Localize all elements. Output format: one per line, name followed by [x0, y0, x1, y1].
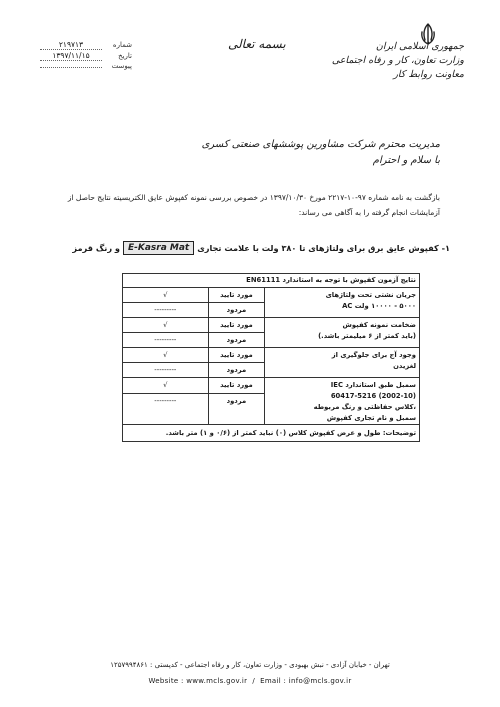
- approved-label: مورد تایید: [208, 378, 264, 394]
- param-line: وجود آج برای جلوگیری از: [331, 351, 416, 359]
- website-link[interactable]: www.mcls.gov.ir: [186, 677, 248, 685]
- item-heading-color: و رنگ قرمز: [72, 243, 120, 253]
- addressee: [140, 137, 440, 169]
- table-row: [123, 348, 420, 363]
- param-line: ۵۰۰۰ - ۱۰۰۰۰ ولت AC: [342, 302, 416, 310]
- rejected-label: مردود: [208, 363, 264, 378]
- attachment-label: پیوست: [111, 62, 132, 70]
- ministry-line: وزارت تعاون، کار و رفاه اجتماعی: [331, 55, 464, 66]
- param-line: ،کلاس حفاظتی و رنگ مربوطه: [313, 403, 416, 411]
- rejected-label: مردود: [208, 394, 264, 425]
- test-parameter: [265, 378, 420, 425]
- param-line: ضخامت نمونه کفپوش: [342, 321, 416, 329]
- dash-mark: ---------: [123, 363, 209, 378]
- table-row: [123, 378, 420, 394]
- greeting-line: با سلام و احترام: [372, 155, 440, 166]
- footer-address: تهران - خیابان آزادی - نبش بهبودی - وزارت تعاون، کار و رفاه اجتماعی - کدپستی : ۱۲۵۷۹۹۴۸۶۱: [110, 661, 390, 669]
- number-label: شماره: [112, 41, 132, 49]
- approved-label: مورد تایید: [208, 288, 264, 303]
- email-link[interactable]: info@mcls.gov.ir: [288, 677, 352, 685]
- test-results-table: [122, 273, 420, 442]
- date-value: ۱۳۹۷/۱۱/۱۵: [40, 51, 102, 61]
- ministry-header: [314, 40, 464, 82]
- letter-footer: [40, 657, 460, 689]
- test-parameter: [265, 318, 420, 348]
- ministry-line: جمهوری اسلامی ایران: [375, 41, 464, 52]
- attachment-value: [40, 67, 102, 68]
- rejected-label: مردود: [208, 333, 264, 348]
- brand-logo: E-Kasra Mat: [123, 241, 194, 255]
- letter-body: بازگشت به نامه شماره ۹۷-۱۰-۲۲۱۷ مورخ ۱۳۹۷/۱۰/۳۰ در خصوص بررسی نمونه کفپوش عایق الکتریسیته نتایج حاصل از آزمایشات انجام گرفته را به آگاهی می رساند:: [67, 193, 440, 217]
- check-mark: √: [123, 288, 209, 303]
- param-line: 60417-5216 (2002-10): [330, 392, 416, 400]
- dash-mark: ---------: [123, 394, 209, 425]
- footer-contact: Website : www.mcls.gov.ir / Email : info@mcls.gov.ir: [148, 677, 352, 685]
- ministry-line: معاونت روابط کار: [393, 69, 464, 80]
- table-note: توضیحات: طول و عرض کفپوش کلاس (۰) نباید کمتر از (۰/۶ و ۱) متر باشد.: [123, 425, 420, 442]
- param-line: لغزیدن: [393, 362, 416, 370]
- param-line: جریان نشتی تحت ولتاژهای: [325, 291, 416, 299]
- email-label: Email :: [260, 677, 287, 685]
- website-label: Website :: [148, 677, 184, 685]
- check-mark: √: [123, 378, 209, 394]
- bismillah: بسمه تعالی: [228, 37, 286, 51]
- table-row: [123, 288, 420, 303]
- approved-label: مورد تایید: [208, 318, 264, 333]
- letter-date-row: [40, 51, 132, 62]
- param-line: سمبل و نام تجاری کفپوش: [326, 414, 416, 422]
- check-mark: √: [123, 348, 209, 363]
- param-line: (باید کمتر از ۶ میلیمتر باشد.): [318, 332, 416, 340]
- item-heading: [40, 241, 450, 255]
- test-parameter: [265, 288, 420, 318]
- letter-meta: [40, 40, 132, 73]
- table-title: نتایج آزمون کفپوش با توجه به استاندارد EN61111: [123, 274, 420, 288]
- item-heading-text: ۱- کفپوش عایق برق برای ولتاژهای تا ۳۸۰ ولت با علامت تجاری: [197, 243, 450, 253]
- approved-label: مورد تایید: [208, 348, 264, 363]
- letter-attachment-row: [40, 62, 132, 73]
- dash-mark: ---------: [123, 333, 209, 348]
- number-value: ۲۱۹۷۱۳: [40, 40, 102, 50]
- date-label: تاریخ: [118, 52, 132, 60]
- table-row: [123, 318, 420, 333]
- rejected-label: مردود: [208, 303, 264, 318]
- dash-mark: ---------: [123, 303, 209, 318]
- letter-number-row: [40, 40, 132, 51]
- check-mark: √: [123, 318, 209, 333]
- param-line: سمبل طبق استاندارد IEC: [330, 381, 416, 389]
- addressee-line: مدیریت محترم شرکت مشاورین پوششهای صنعتی کسری: [201, 139, 440, 150]
- test-parameter: [265, 348, 420, 378]
